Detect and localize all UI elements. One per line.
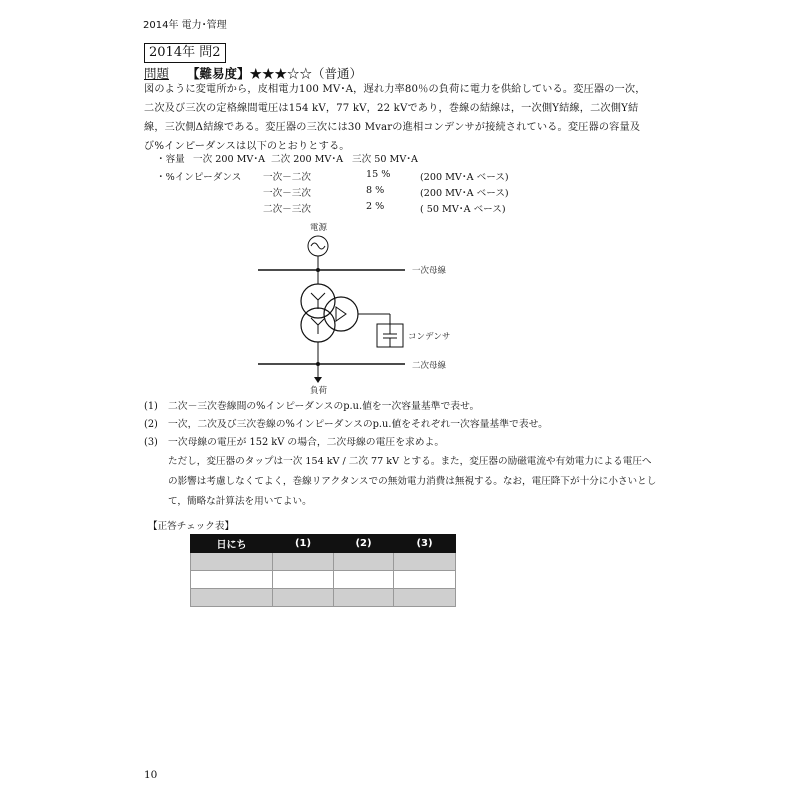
check-cell[interactable] <box>191 571 273 589</box>
question-number-box: 2014年 問2 <box>144 43 226 63</box>
capacity-row <box>156 151 418 165</box>
check-cell[interactable] <box>394 589 456 607</box>
subquestion-number: (3) <box>144 437 158 448</box>
impedance-base: (200 MV･A ベース) <box>420 188 509 199</box>
impedance-value: 8 % <box>366 185 385 196</box>
delta-symbol-icon <box>336 307 346 321</box>
impedance-pair: 一次－三次 <box>263 188 311 199</box>
subquestion-number: (1) <box>144 401 158 412</box>
subquestion-2 <box>144 416 664 434</box>
impedance-value: 15 % <box>366 169 391 180</box>
load-label: 負荷 <box>310 386 328 396</box>
impedance-row <box>263 169 509 183</box>
wye-symbol-icon <box>311 293 325 309</box>
impedance-base: (200 MV･A ベース) <box>420 172 509 183</box>
running-header: 2014年 電力･管理 <box>143 20 227 31</box>
subquestion-text: 二次－三次巻線間の%インピーダンスのp.u.値を一次容量基準で表せ。 <box>168 401 480 412</box>
check-cell[interactable] <box>394 571 456 589</box>
table-row <box>191 589 456 607</box>
circuit-diagram <box>240 222 480 397</box>
impedance-value: 2 % <box>366 201 385 212</box>
subquestion-number: (2) <box>144 419 158 430</box>
check-table-title: 【正答チェック表】 <box>148 521 235 532</box>
capacity-secondary: 二次 200 MV･A <box>271 154 344 165</box>
difficulty-stars: ★★★☆☆ <box>249 66 313 81</box>
page-number: 10 <box>144 769 158 781</box>
check-table <box>190 534 456 607</box>
check-cell[interactable] <box>334 553 394 571</box>
check-cell[interactable] <box>191 553 273 571</box>
subquestion-3 <box>144 434 664 452</box>
problem-paragraph: 図のように変電所から，皮相電力100 MV･A，遅れ力率80％の負荷に電力を供給している。変圧器の一次，二次及び三次の定格線間電圧は154 kV，77 kV，22 kVであり，巻線の結線は，一次側Y結線，二次側Y結線，三次側Δ結線である。変圧器の三次には30 Mvarの進相コンデンサが接続されている。変圧器の容量及び%インピーダンスは以下のとおりとする。 <box>144 84 646 152</box>
subquestion-text: 一次母線の電圧が 152 kV の場合，二次母線の電圧を求めよ。 <box>168 437 445 448</box>
impedance-row <box>263 185 509 199</box>
check-cell[interactable] <box>334 571 394 589</box>
difficulty-label: 【難易度】 <box>187 66 250 81</box>
difficulty-word: （普通） <box>312 66 363 81</box>
impedance-pair: 二次－三次 <box>263 204 311 215</box>
problem-note: ただし，変圧器のタップは一次 154 kV / 二次 77 kV とする。また，変圧器の励磁電流や有効電力による電圧への影響は考慮しなくてよく，巻線リアクタンスでの無効電力消費は無視する。なお，電圧降下が十分に小さいとして，簡略な計算法を用いてよい。 <box>168 456 657 507</box>
arrow-down-icon <box>314 377 322 383</box>
capacitor-icon <box>383 324 397 347</box>
capacity-bullet: ・容量 <box>156 154 185 165</box>
check-table-header-row <box>191 535 456 553</box>
question-label: 問題 <box>144 66 170 81</box>
impedance-row <box>263 201 506 215</box>
primary-bus-label: 一次母線 <box>412 266 447 276</box>
impedance-base: ( 50 MV･A ベース) <box>420 204 506 215</box>
secondary-bus-label: 二次母線 <box>412 361 447 371</box>
source-label: 電源 <box>310 223 328 233</box>
table-row <box>191 571 456 589</box>
column-header-q3: (3) <box>394 535 456 553</box>
check-cell[interactable] <box>273 553 334 571</box>
check-cell[interactable] <box>273 589 334 607</box>
column-header-q1: (1) <box>273 535 334 553</box>
impedance-pair: 一次－二次 <box>263 172 311 183</box>
wye-symbol-icon <box>311 318 325 334</box>
column-header-q2: (2) <box>334 535 394 553</box>
capacity-primary: 一次 200 MV･A <box>193 154 266 165</box>
check-cell[interactable] <box>273 571 334 589</box>
capacity-tertiary: 三次 50 MV･A <box>352 154 418 165</box>
subquestion-text: 一次，二次及び三次巻線の%インピーダンスのp.u.値をそれぞれ一次容量基準で表せ。 <box>168 419 548 430</box>
check-cell[interactable] <box>191 589 273 607</box>
sine-wave-icon <box>311 243 325 249</box>
check-cell[interactable] <box>334 589 394 607</box>
column-header-date: 日にち <box>191 535 273 553</box>
subquestion-1 <box>144 398 664 416</box>
capacitor-label: コンデンサ <box>408 332 451 342</box>
check-cell[interactable] <box>394 553 456 571</box>
table-row <box>191 553 456 571</box>
impedance-bullet: ・%インピーダンス <box>156 172 242 183</box>
